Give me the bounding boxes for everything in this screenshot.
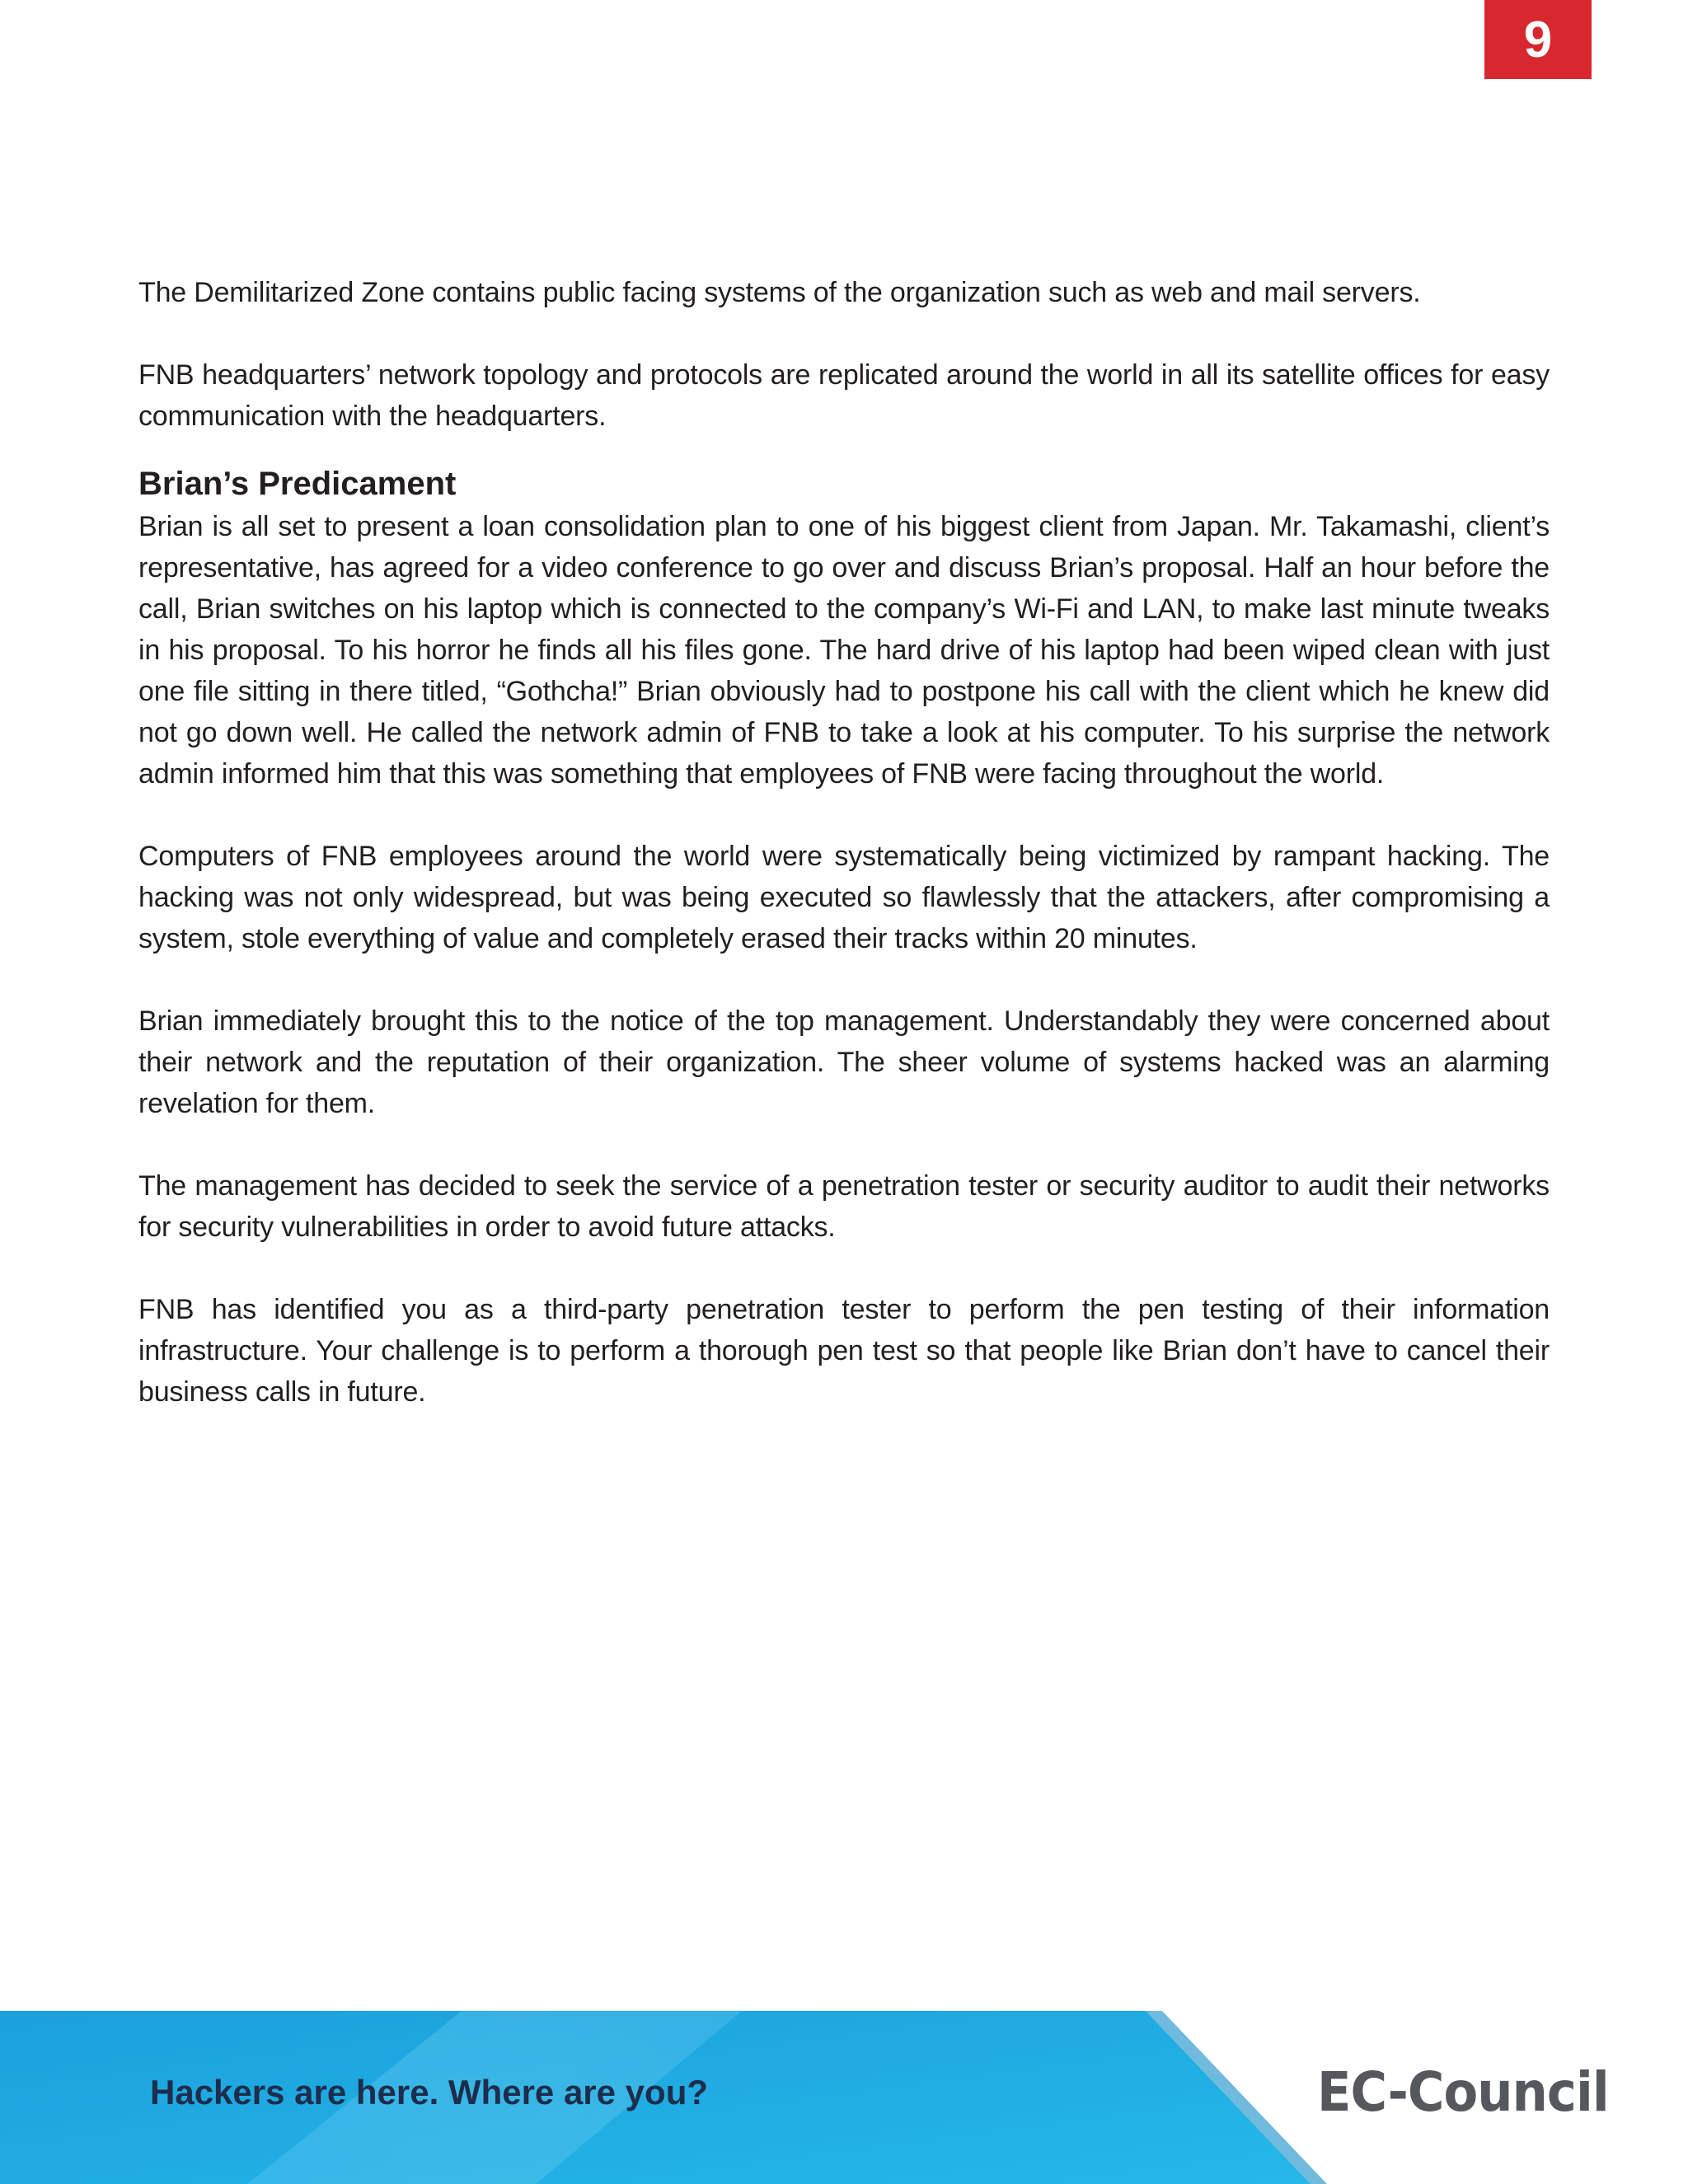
ec-council-logo: EC-Council — [1317, 2060, 1609, 2124]
page-number: 9 — [1523, 11, 1553, 68]
page-number-badge — [1484, 0, 1592, 79]
paragraph-hacking: Computers of FNB employees around the world were systematically being victimized by rampant hacking. The hacking was not only widespread, but was being executed so flawlessly that the attackers, after compromising a system, stole everything of value and completely erased their tracks within 20 minutes. — [138, 841, 1550, 954]
paragraph-brian-story: Brian is all set to present a loan consolidation plan to one of his biggest client from Japan. Mr. Takamashi, client’s representative, has agreed for a video conference to go over and discuss Brian’s proposal. Half an hour before the call, Brian switches on his laptop which is connected to the company’s Wi-Fi and LAN, to make last minute tweaks in his proposal. To his horror he finds all his files gone. The hard drive of his laptop had been wiped clean with just one file sitting in there titled, “Gothcha!” Brian obviously had to postpone his call with the client which he knew did not go down well. He called the network admin of FNB to take a look at his computer. To his surprise the network admin informed him that this was something that employees of FNB were facing throughout the world. — [138, 511, 1550, 790]
section-heading: Brian’s Predicament — [138, 466, 457, 502]
paragraph-challenge: FNB has identified you as a third-party penetration tester to perform the pen testing of their information infrastructure. Your challenge is to perform a thorough pen test so that people like Brian don’t have to cancel their business calls in future. — [138, 1294, 1550, 1408]
paragraph-topology: FNB headquarters’ network topology and protocols are replicated around the world in all its satellite offices for easy communication with the headquarters. — [138, 359, 1550, 432]
tagline-bold: Hackers — [150, 2073, 285, 2111]
footer-tagline — [150, 2073, 708, 2112]
document-body — [138, 272, 1550, 1454]
paragraph-dmz: The Demilitarized Zone contains public facing systems of the organization such as web and mail servers. — [138, 277, 1421, 308]
tagline-rest: are here. Where are you? — [284, 2073, 709, 2111]
paragraph-management-notice: Brian immediately brought this to the notice of the top management. Understandably they were concerned about their network and the reputation of their organization. The sheer volume of systems hacked was an alarming revelation for them. — [138, 1005, 1550, 1119]
paragraph-management-decision: The management has decided to seek the service of a penetration tester or security auditor to audit their networks for security vulnerabilities in order to avoid future attacks. — [138, 1170, 1550, 1243]
